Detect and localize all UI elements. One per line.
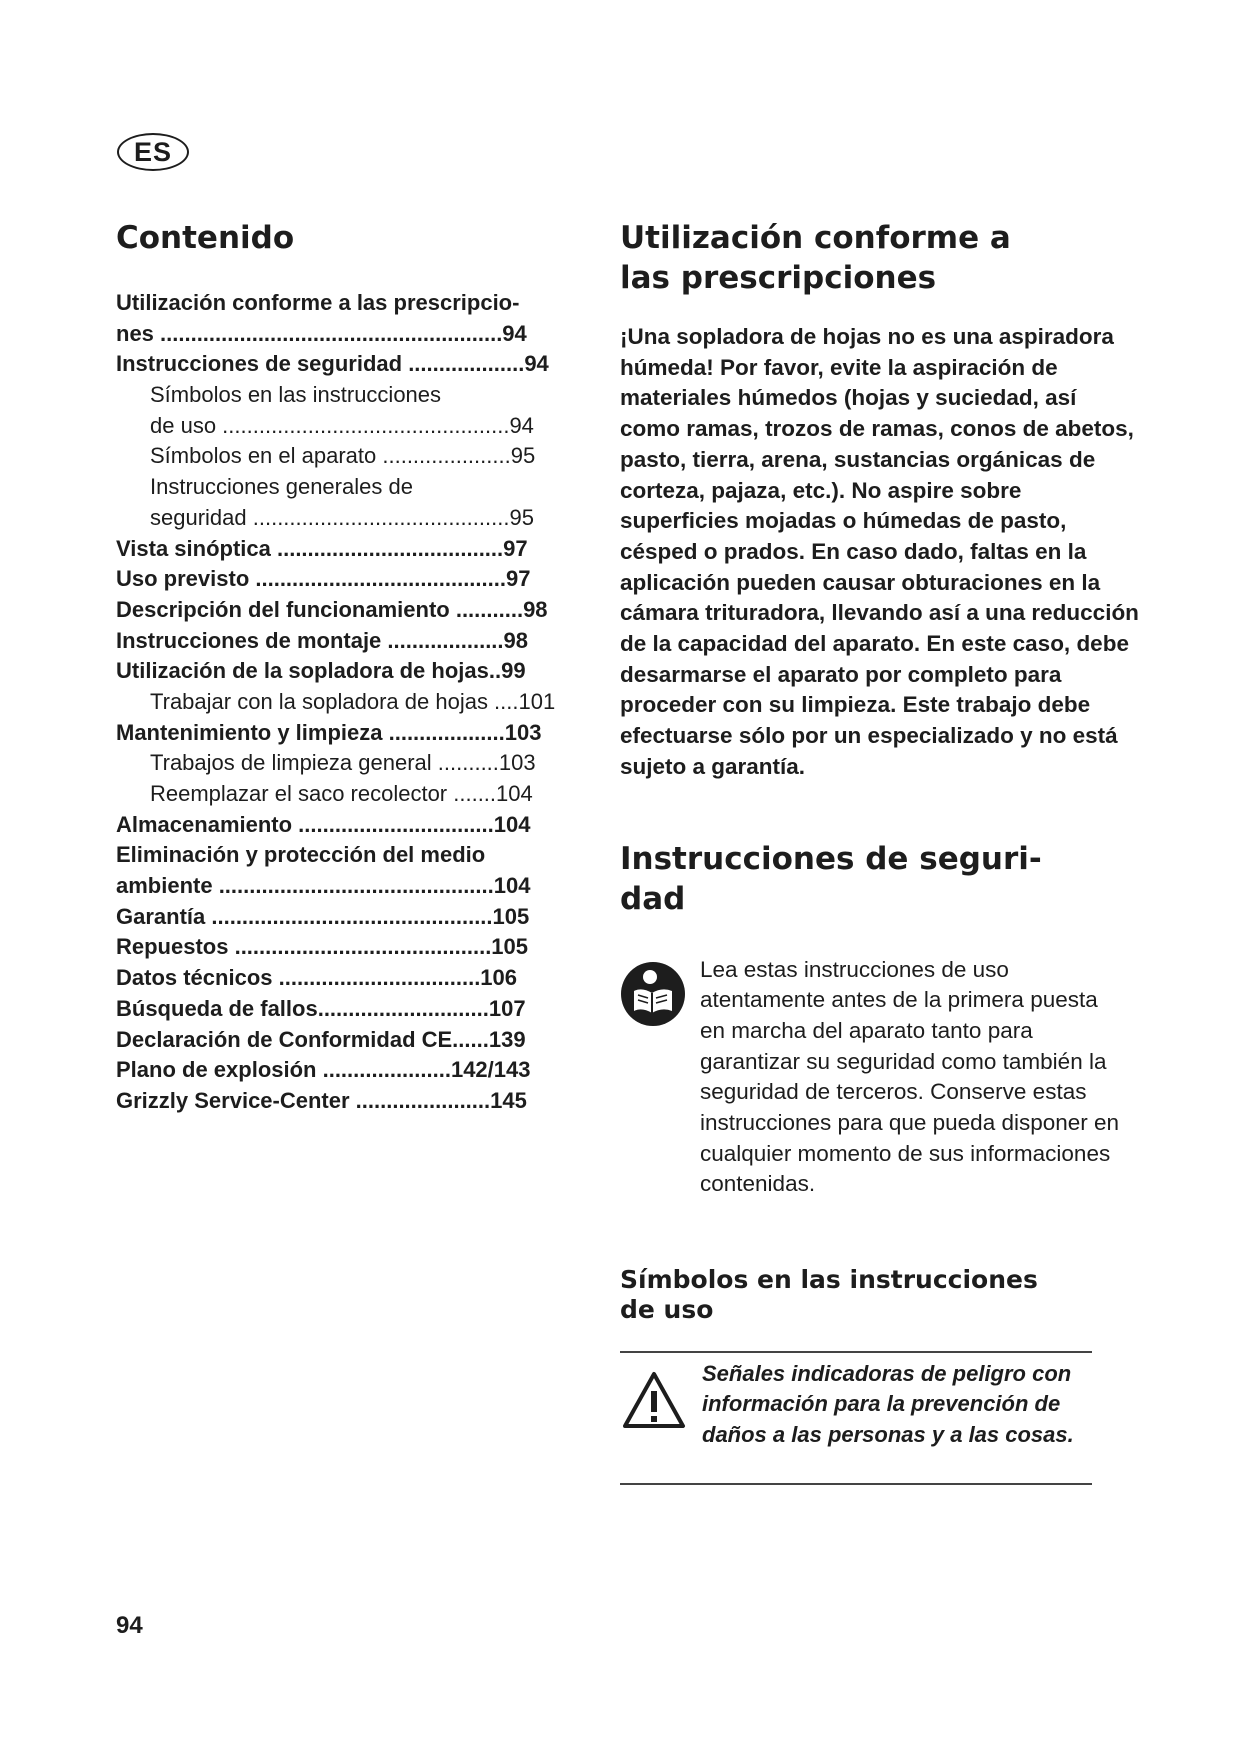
toc-entry: Instrucciones de montaje ...................98 — [116, 627, 529, 653]
read-instructions-text: Lea estas instrucciones de uso atentamente antes de la primera puesta en marcha del aparato tanto para garantizar su seguridad como también la seguridad de terceros. Conserve estas instrucciones para que pueda disponer en cualquier momento de sus informaciones contenidas. — [700, 956, 1120, 1197]
symbols-title-line2: de uso — [620, 1294, 714, 1324]
toc-entry: seguridad ..........................................95 — [150, 504, 534, 530]
toc-entry: Plano de explosión .....................142/143 — [116, 1057, 531, 1083]
toc-list — [116, 288, 616, 1117]
content-column — [620, 218, 1140, 1485]
toc-entry: Trabajar con la sopladora de hojas ....101 — [150, 688, 556, 714]
toc-entry: Utilización conforme a las prescripcio- — [116, 290, 520, 315]
toc-entry: nes ........................................................94 — [116, 320, 527, 346]
toc-entry: ambiente .............................................104 — [116, 873, 531, 899]
use-title-line2: las prescripciones — [620, 260, 937, 296]
toc-entry: de uso ...............................................94 — [150, 412, 534, 438]
toc-entry: Reemplazar el saco recolector .......104 — [150, 781, 533, 806]
language-badge: ES — [117, 133, 189, 171]
toc-entry: Grizzly Service-Center ......................145 — [116, 1087, 527, 1113]
read-manual-icon — [620, 961, 686, 1027]
toc-entry: Instrucciones generales de — [150, 474, 413, 500]
toc-title: Contenido — [116, 220, 295, 256]
toc-entry: Utilización de la sopladora de hojas..99 — [116, 658, 526, 684]
safety-section-title — [620, 839, 1140, 919]
toc-column — [116, 218, 616, 1117]
symbols-section-title — [620, 1265, 1140, 1325]
use-section-body: ¡Una sopladora de hojas no es una aspiradora húmeda! Por favor, evite la aspiración de materiales húmedos (hojas y suciedad, así como ramas, trozos de ramas, conos de abetos, pasto, tierra, arena, sustancias orgánicas de corteza, pajaza, etc.). No aspire sobre superficies mojadas o húmedas de pasto, césped o prados. En caso dado, faltas en la aplicación pueden causar obturaciones en la cámara trituradora, llevando así a una reducción de la capacidad del aparato. En este caso, debe desarmarse el aparato por completo para proceder con su limpieza. Este trabajo debe efectuarse sólo por un especializado y no está sujeto a garantía. — [620, 324, 1139, 779]
read-instructions-block — [620, 955, 1140, 1247]
page-number: 94 — [116, 1612, 143, 1639]
safety-title-line2: dad — [620, 880, 686, 917]
toc-entry: Datos técnicos .................................106 — [116, 965, 518, 991]
toc-entry: Declaración de Conformidad CE......139 — [116, 1026, 526, 1052]
use-title-line1: Utilización conforme a — [620, 220, 1011, 256]
toc-entry: Vista sinóptica .....................................97 — [116, 535, 528, 561]
use-section-title — [620, 218, 1140, 298]
toc-entry: Símbolos en el aparato .....................95 — [150, 443, 536, 469]
warning-box — [620, 1351, 1092, 1485]
safety-title-line1: Instrucciones de seguri- — [620, 840, 1042, 877]
toc-entry: Descripción del funcionamiento ...........98 — [116, 596, 548, 622]
toc-entry: Mantenimiento y limpieza ...................103 — [116, 719, 542, 745]
toc-entry: Símbolos en las instrucciones — [150, 382, 442, 408]
symbols-title-line1: Símbolos en las instrucciones — [620, 1264, 1038, 1294]
toc-entry: Instrucciones de seguridad ...................94 — [116, 351, 549, 377]
warning-triangle-icon — [622, 1371, 686, 1429]
toc-entry: Repuestos ..........................................105 — [116, 934, 529, 960]
toc-entry: Eliminación y protección del medio — [116, 842, 486, 868]
toc-entry: Búsqueda de fallos............................107 — [116, 995, 526, 1021]
toc-entry: Trabajos de limpieza general ..........103 — [150, 750, 536, 776]
toc-entry: Garantía ..............................................105 — [116, 903, 530, 929]
toc-entry: Almacenamiento ................................104 — [116, 811, 531, 837]
warning-text: Señales indicadoras de peligro con información para la prevención de daños a las personas y a las cosas. — [702, 1360, 1074, 1447]
toc-entry: Uso previsto .........................................97 — [116, 566, 531, 592]
